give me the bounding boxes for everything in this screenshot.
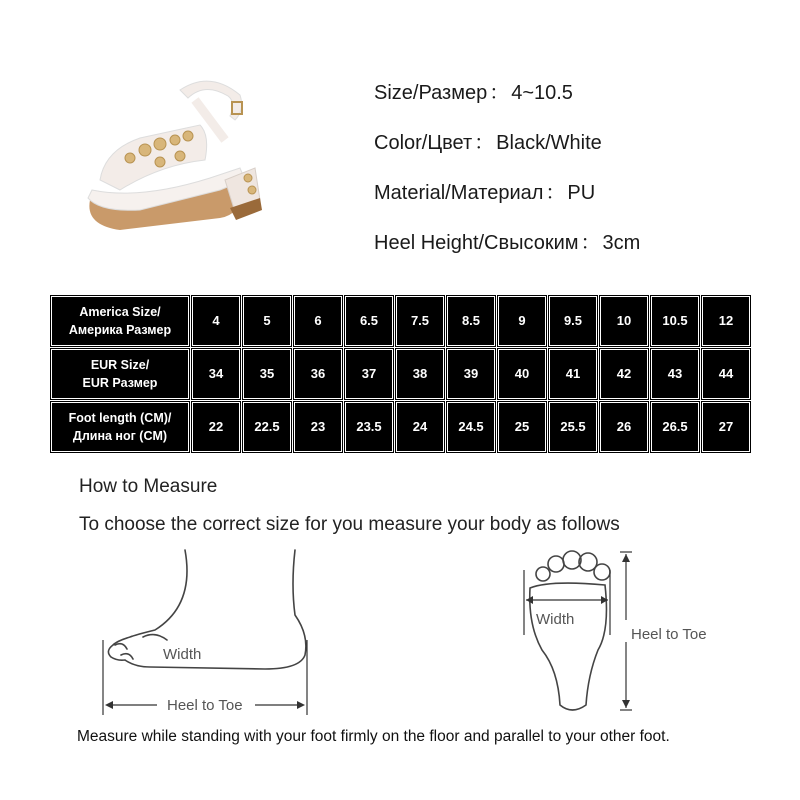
row-header <box>51 296 189 346</box>
spec-separator: ： <box>489 82 510 104</box>
table-cell: 9 <box>498 296 546 346</box>
table-cell: 26 <box>600 402 648 452</box>
table-cell: 7.5 <box>396 296 444 346</box>
spec-size-value: 4~10.5 <box>511 82 573 104</box>
spec-size <box>374 78 794 128</box>
spec-material-label: Material/Материал <box>374 182 544 204</box>
table-cell: 26.5 <box>651 402 699 452</box>
table-cell: 6 <box>294 296 342 346</box>
table-cell: 39 <box>447 349 495 399</box>
product-specs <box>374 78 794 278</box>
table-cell: 44 <box>702 349 750 399</box>
row-header-line: Длина ног (CM) <box>72 429 168 443</box>
table-cell: 42 <box>600 349 648 399</box>
table-cell: 22 <box>192 402 240 452</box>
table-cell: 12 <box>702 296 750 346</box>
spec-color-label: Color/Цвет <box>374 132 473 154</box>
spec-separator: ： <box>580 232 601 254</box>
side-length-label: Heel to Toe <box>167 697 243 714</box>
spec-material-value: PU <box>567 182 596 204</box>
side-width-label: Width <box>163 646 202 663</box>
row-header-line: Foot length (CM)/ <box>68 411 172 425</box>
measure-subtitle: To choose the correct size for you measure your body as follows <box>79 514 620 535</box>
row-header <box>51 402 189 452</box>
table-cell: 43 <box>651 349 699 399</box>
sole-width-label: Width <box>536 611 575 628</box>
table-cell: 24.5 <box>447 402 495 452</box>
row-header-line: America Size/ <box>79 305 161 319</box>
spec-color <box>374 128 794 178</box>
table-cell: 34 <box>192 349 240 399</box>
spec-heel-label: Heel Height/Свысоким <box>374 232 579 254</box>
measure-note: Measure while standing with your foot firmly on the floor and parallel to your other foot. <box>77 728 670 745</box>
table-cell: 41 <box>549 349 597 399</box>
table-cell: 9.5 <box>549 296 597 346</box>
table-row-eur <box>50 348 753 400</box>
table-cell: 40 <box>498 349 546 399</box>
table-cell: 6.5 <box>345 296 393 346</box>
foot-sole-diagram <box>510 540 750 715</box>
table-cell: 22.5 <box>243 402 291 452</box>
foot-side-diagram <box>95 545 325 720</box>
product-photo-sandal <box>60 40 320 270</box>
table-cell: 23 <box>294 402 342 452</box>
table-cell: 35 <box>243 349 291 399</box>
row-header-line: EUR Size/ <box>90 358 150 372</box>
table-row-america <box>50 295 753 347</box>
table-cell: 37 <box>345 349 393 399</box>
table-cell: 25.5 <box>549 402 597 452</box>
row-header-line: Америка Размер <box>68 323 172 337</box>
spec-size-label: Size/Размер <box>374 82 488 104</box>
sole-length-label: Heel to Toe <box>631 626 707 643</box>
table-cell: 10.5 <box>651 296 699 346</box>
row-header-line: EUR Размер <box>82 376 158 390</box>
table-cell: 10 <box>600 296 648 346</box>
spec-color-value: Black/White <box>496 132 602 154</box>
row-header <box>51 349 189 399</box>
table-cell: 4 <box>192 296 240 346</box>
table-row-foot-length <box>50 401 753 453</box>
table-cell: 8.5 <box>447 296 495 346</box>
spec-material <box>374 178 794 228</box>
spec-heel-height <box>374 228 794 278</box>
table-cell: 25 <box>498 402 546 452</box>
spec-heel-value: 3cm <box>602 232 641 254</box>
table-cell: 27 <box>702 402 750 452</box>
size-table <box>50 295 752 455</box>
table-cell: 38 <box>396 349 444 399</box>
table-cell: 5 <box>243 296 291 346</box>
table-cell: 24 <box>396 402 444 452</box>
spec-separator: ： <box>545 182 566 204</box>
table-cell: 23.5 <box>345 402 393 452</box>
measure-title: How to Measure <box>79 476 218 497</box>
table-cell: 36 <box>294 349 342 399</box>
spec-separator: ： <box>474 132 495 154</box>
